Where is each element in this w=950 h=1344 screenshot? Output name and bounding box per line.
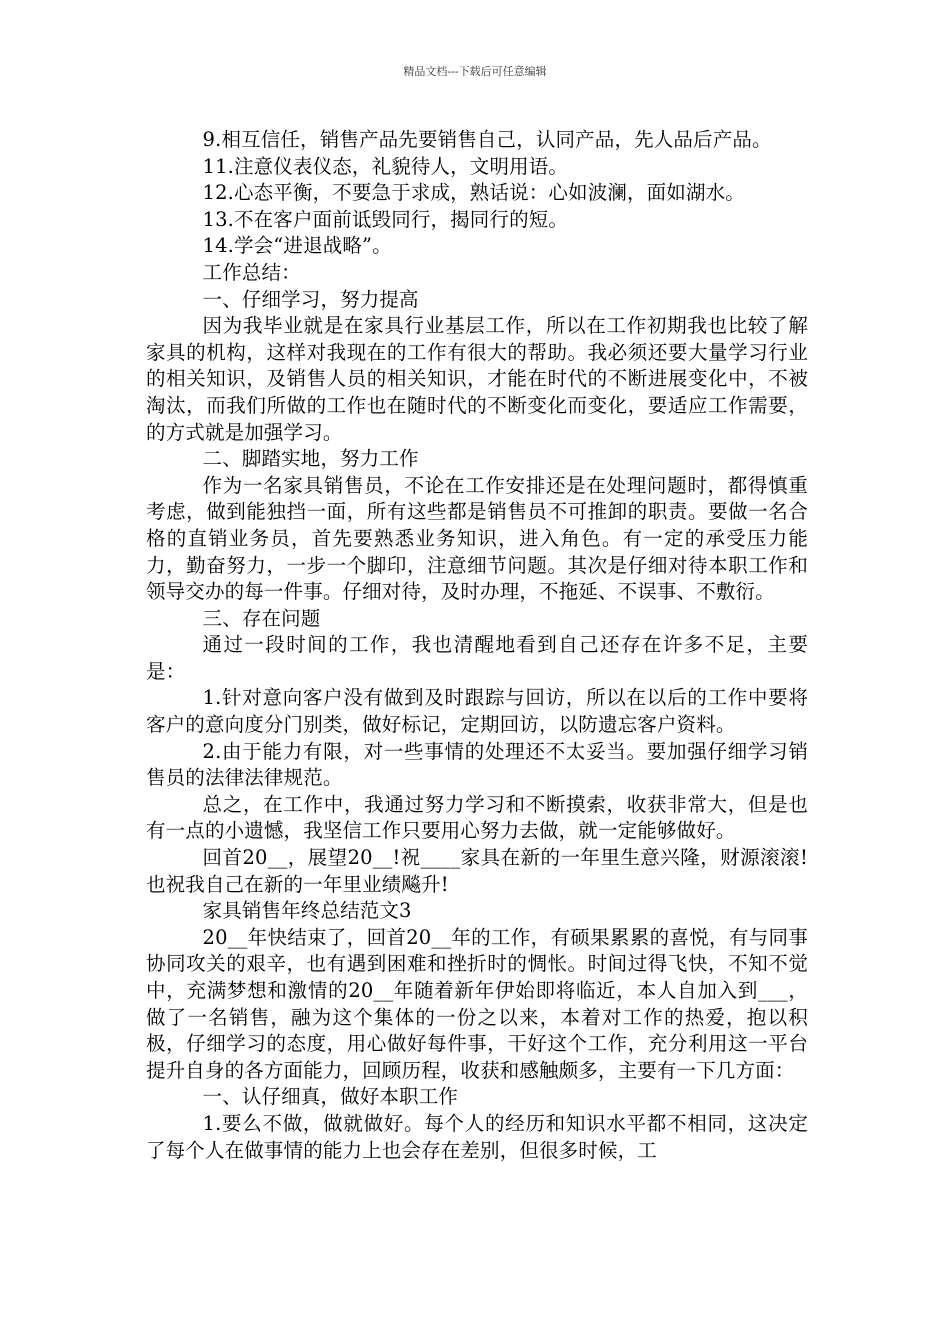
paragraph-problem-1: 1.针对意向客户没有做到及时跟踪与回访，所以在以后的工作中要将客户的意向度分门别类，做好标记，定期回访，以防遗忘客户资料。 (146, 686, 808, 737)
paragraph-item-9: 9.相互信任，销售产品先要销售自己，认同产品，先人品后产品。 (202, 128, 772, 151)
section-heading-practical-work: 二、脚踏实地，努力工作 (202, 447, 419, 471)
paragraph-do-well: 1.要么不做，做就做好。每个人的经历和知识水平都不相同，这决定了每个人在做事情的能力上也会存在差别，但很多时候，工 (146, 1111, 808, 1162)
paragraph-new-year-wish: 回首20__，展望20__!祝____家具在新的一年里生意兴隆，财源滚滚!也祝我自己在新的一年里业绩飚升! (146, 846, 808, 896)
paragraph-study: 因为我毕业就是在家具行业基层工作，所以在工作初期我也比较了解家具的机构，这样对我现在的工作有很大的帮助。我必须还要大量学习行业的相关知识，及销售人员的相关知识，才能在时代的不断进展变化中，不被淘汰，而我们所做的工作也在随时代的不断变化而变化，要适应工作需要，的方式就是加强学习。 (146, 314, 808, 444)
section-heading-problems: 三、存在问题 (202, 606, 321, 630)
paragraph-problems-intro: 通过一段时间的工作，我也清醒地看到自己还存在许多不足，主要是： (146, 633, 808, 683)
section-title-sample-3: 家具销售年终总结范文3 (202, 899, 412, 923)
section-heading-diligence: 一、认仔细真，做好本职工作 (202, 1085, 458, 1109)
section-heading-work-summary: 工作总结： (202, 260, 301, 284)
paragraph-practical-work: 作为一名家具销售员，不论在工作安排还是在处理问题时，都得慎重考虑，做到能独挡一面，所有这些都是销售员不可推卸的职责。要做一名合格的直销业务员，首先要熟悉业务知识，进入角色。有一定的承受压力能力，勤奋努力，一步一个脚印，注意细节问题。其次是仔细对待本职工作和领导交办的每一件事。仔细对待，及时办理，不拖延、不误事、不敷衍。 (146, 473, 808, 604)
document-body (146, 127, 808, 1164)
paragraph-conclusion: 总之，在工作中，我通过努力学习和不断摸索，收获非常大，但是也有一点的小遗憾，我坚信工作只要用心努力去做，就一定能够做好。 (146, 792, 808, 843)
paragraph-item-14: 14.学会“进退战略”。 (202, 234, 392, 258)
paragraph-item-13: 13.不在客户面前诋毁同行，揭同行的短。 (202, 207, 569, 231)
paragraph-item-12: 12.心态平衡，不要急于求成，熟话说：心如波澜，面如湖水。 (202, 181, 745, 205)
paragraph-year-review: 20__年快结束了，回首20__年的工作，有硕果累累的喜悦，有与同事协同攻关的艰辛，也有遇到困难和挫折时的惆怅。时间过得飞快，不知不觉中，充满梦想和激情的20__年随着新年伊始即将临近，本人自加入到___，做了一名销售，融为这个集体的一份之以来，本着对工作的热爱，抱以积极，仔细学习的态度，用心做好每件事，干好这个工作，充分利用这一平台提升自身的各方面能力，回顾历程，收获和感触颇多，主要有一下几方面： (146, 925, 808, 1082)
section-heading-study: 一、仔细学习，努力提高 (202, 287, 419, 311)
page-header-note: 精品文档---下载后可任意编辑 (403, 65, 547, 78)
paragraph-problem-2: 2.由于能力有限，对一些事情的处理还不太妥当。要加强仔细学习销售员的法律法律规范。 (146, 739, 808, 790)
paragraph-item-11: 11.注意仪表仪态，礼貌待人，文明用语。 (202, 154, 569, 178)
